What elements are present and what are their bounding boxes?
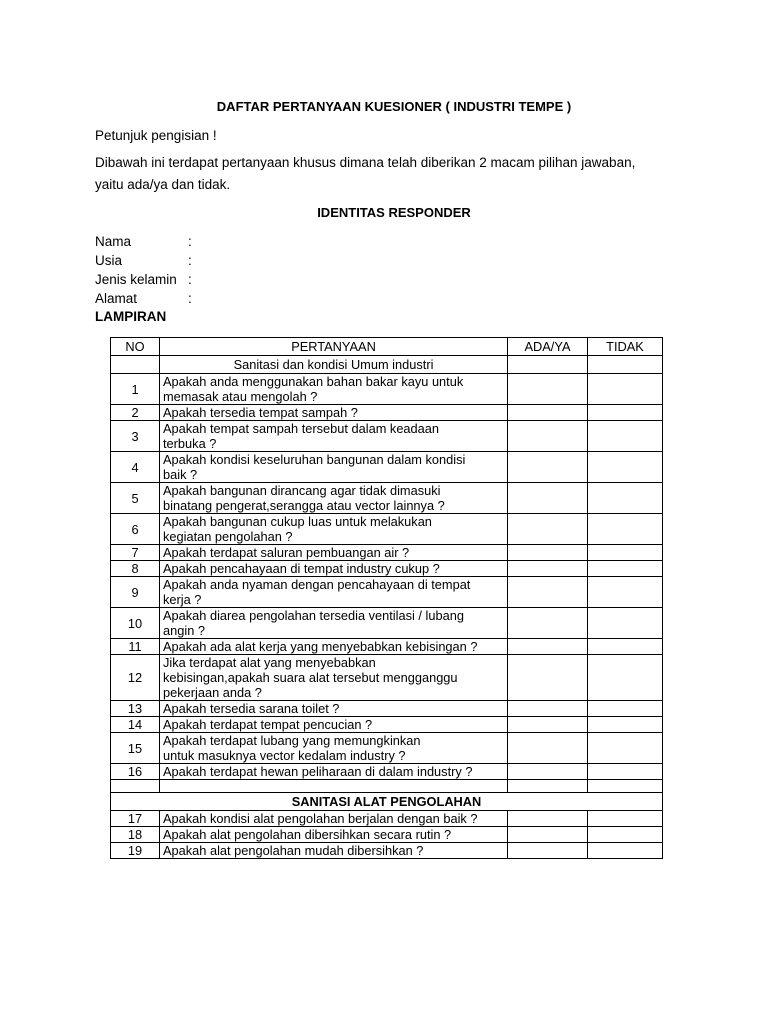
answer-no-cell[interactable] [588,421,663,452]
question-cell [160,655,508,701]
identity-colon: : [188,253,192,268]
answer-yes-cell[interactable] [508,811,588,827]
identity-colon: : [188,234,192,249]
row-number: 10 [111,608,160,639]
question-cell [160,733,508,764]
question-text: Apakah bangunan dirancang agar tidak dimasuki [163,483,441,498]
answer-no-cell[interactable] [588,405,663,421]
table-row [111,811,663,827]
row-number: 19 [111,843,160,859]
row-number: 3 [111,421,160,452]
table-row [111,843,663,859]
question-text: binatang pengerat,serangga atau vector lainnya ? [163,498,445,513]
question-text: Apakah terdapat hewan peliharaan di dalam industry ? [163,764,473,779]
section-row [111,793,663,811]
row-number: 13 [111,701,160,717]
question-text: Apakah anda menggunakan bahan bakar kayu untuk [163,374,464,389]
question-cell [160,843,508,859]
answer-no-cell[interactable] [588,639,663,655]
spacer-row [111,780,663,793]
question-text: Apakah terdapat lubang yang memungkinkan [163,733,421,748]
row-number: 9 [111,577,160,608]
identity-label: Nama [95,234,132,249]
question-text: Apakah ada alat kerja yang menyebabkan kebisingan ? [163,639,478,654]
header-question: PERTANYAAN [160,338,508,356]
answer-yes-cell[interactable] [508,639,588,655]
identity-colon: : [188,291,192,306]
question-text: Apakah pencahayaan di tempat industry cukup ? [163,561,440,576]
row-number: 16 [111,764,160,780]
section-title: SANITASI ALAT PENGOLAHAN [111,793,663,811]
answer-yes-cell[interactable] [508,655,588,701]
question-cell [160,577,508,608]
answer-no-cell[interactable] [588,374,663,405]
identity-field-age [95,251,192,270]
question-text: Apakah tersedia sarana toilet ? [163,701,340,716]
identity-field-name [95,232,192,251]
header-yes: ADA/YA [508,338,588,356]
answer-no-cell[interactable] [588,514,663,545]
answer-yes-cell[interactable] [508,827,588,843]
question-text: kebisingan,apakah suara alat tersebut mengganggu [163,670,458,685]
answer-yes-cell[interactable] [508,701,588,717]
question-text: Apakah alat pengolahan mudah dibersihkan ? [163,843,424,858]
question-text: terbuka ? [163,436,217,451]
table-row [111,827,663,843]
question-text: Apakah alat pengolahan dibersihkan secara rutin ? [163,827,452,842]
question-cell [160,701,508,717]
table-row [111,421,663,452]
row-number: 6 [111,514,160,545]
identity-label: Alamat [95,291,138,306]
answer-no-cell[interactable] [588,452,663,483]
answer-no-cell[interactable] [588,764,663,780]
table-row [111,608,663,639]
row-number: 2 [111,405,160,421]
identity-field-gender [95,270,192,289]
answer-yes-cell[interactable] [508,733,588,764]
table-row [111,717,663,733]
table-row [111,577,663,608]
header-no-answer: TIDAK [588,338,663,356]
table-row [111,655,663,701]
row-number: 11 [111,639,160,655]
question-text: pekerjaan anda ? [163,685,262,700]
question-text: Apakah anda nyaman dengan pencahayaan di tempat [163,577,471,592]
identity-label: Jenis kelamin [95,272,177,287]
table-row [111,514,663,545]
question-cell [160,639,508,655]
question-text: kegiatan pengolahan ? [163,529,293,544]
table-header-row [111,338,663,356]
answer-yes-cell[interactable] [508,405,588,421]
question-text: kerja ? [163,592,202,607]
question-cell [160,561,508,577]
section-row [111,356,663,374]
question-text: untuk masuknya vector kedalam industry ? [163,748,406,763]
answer-no-cell[interactable] [588,811,663,827]
question-text: Apakah terdapat tempat pencucian ? [163,717,373,732]
table-row [111,483,663,514]
document-title: DAFTAR PERTANYAAN KUESIONER ( INDUSTRI TEMPE ) [216,99,572,114]
identity-colon: : [188,272,192,287]
question-text: memasak atau mengolah ? [163,389,318,404]
question-cell [160,514,508,545]
answer-yes-cell[interactable] [508,843,588,859]
question-cell [160,827,508,843]
answer-yes-cell[interactable] [508,374,588,405]
answer-yes-cell[interactable] [508,452,588,483]
answer-no-cell[interactable] [588,701,663,717]
question-text: Apakah tersedia tempat sampah ? [163,405,358,420]
answer-no-cell[interactable] [588,561,663,577]
answer-yes-cell[interactable] [508,483,588,514]
identity-field-address [95,289,192,308]
question-text: Apakah bangunan cukup luas untuk melakukan [163,514,432,529]
question-text: Apakah kondisi alat pengolahan berjalan dengan baik ? [163,811,478,826]
answer-no-cell[interactable] [588,733,663,764]
row-number: 4 [111,452,160,483]
table-row [111,452,663,483]
answer-yes-cell[interactable] [508,561,588,577]
identity-heading: IDENTITAS RESPONDER [317,205,471,220]
answer-no-cell[interactable] [588,483,663,514]
question-text: Jika terdapat alat yang menyebabkan [163,655,376,670]
row-number: 14 [111,717,160,733]
answer-yes-cell[interactable] [508,545,588,561]
question-cell [160,608,508,639]
answer-no-cell[interactable] [588,843,663,859]
question-cell [160,764,508,780]
answer-yes-cell[interactable] [508,514,588,545]
answer-yes-cell[interactable] [508,608,588,639]
answer-yes-cell[interactable] [508,717,588,733]
answer-no-cell[interactable] [588,655,663,701]
instructions-heading: Petunjuk pengisian ! [95,128,217,143]
answer-yes-cell[interactable] [508,764,588,780]
question-cell [160,545,508,561]
table-row [111,639,663,655]
instructions-line-1: Dibawah ini terdapat pertanyaan khusus dimana telah diberikan 2 macam pilihan jawaban, [95,155,636,170]
table-row [111,374,663,405]
row-number: 8 [111,561,160,577]
answer-no-cell[interactable] [588,577,663,608]
section-title: Sanitasi dan kondisi Umum industri [160,356,508,374]
question-cell [160,483,508,514]
question-cell [160,421,508,452]
row-number: 15 [111,733,160,764]
question-cell [160,374,508,405]
row-number: 1 [111,374,160,405]
answer-yes-cell[interactable] [508,421,588,452]
question-cell [160,405,508,421]
answer-no-cell[interactable] [588,717,663,733]
row-number: 7 [111,545,160,561]
row-number: 12 [111,655,160,701]
question-cell [160,811,508,827]
question-text: Apakah terdapat saluran pembuangan air ? [163,545,410,560]
question-cell [160,452,508,483]
question-text: angin ? [163,623,205,638]
table-row [111,733,663,764]
table-row [111,701,663,717]
table-row [111,405,663,421]
answer-no-cell[interactable] [588,827,663,843]
appendix-label: LAMPIRAN [95,309,167,324]
identity-label: Usia [95,253,123,268]
row-number: 18 [111,827,160,843]
identity-fields [95,232,192,308]
question-text: Apakah kondisi keseluruhan bangunan dalam kondisi [163,452,466,467]
header-no: NO [111,338,160,356]
question-cell [160,717,508,733]
question-text: Apakah diarea pengolahan tersedia ventilasi / lubang [163,608,464,623]
instructions-line-2: yaitu ada/ya dan tidak. [95,177,231,192]
question-text: Apakah tempat sampah tersebut dalam keadaan [163,421,440,436]
row-number: 5 [111,483,160,514]
table-row [111,764,663,780]
questionnaire-table [110,337,663,859]
table-row [111,545,663,561]
answer-no-cell[interactable] [588,608,663,639]
answer-no-cell[interactable] [588,545,663,561]
table-row [111,561,663,577]
answer-yes-cell[interactable] [508,577,588,608]
row-number: 17 [111,811,160,827]
question-text: baik ? [163,467,198,482]
